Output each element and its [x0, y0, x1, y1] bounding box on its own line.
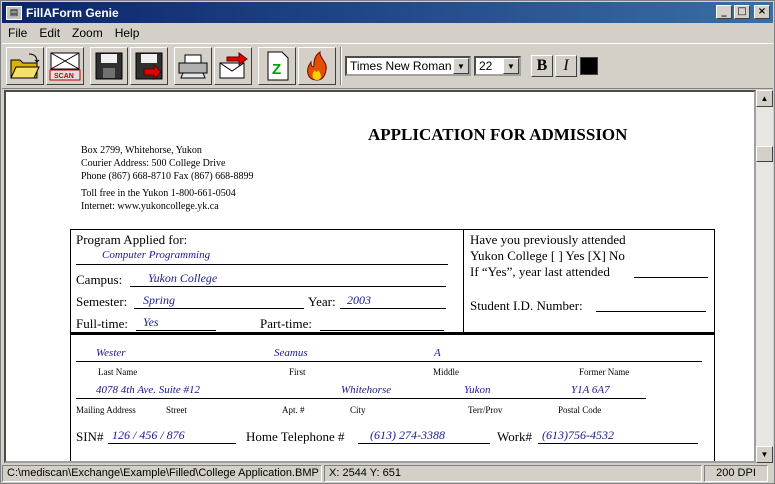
fire-icon: [302, 50, 332, 82]
bold-button[interactable]: B: [531, 55, 553, 77]
scroll-down-icon[interactable]: ▼: [756, 446, 773, 463]
text-color-swatch[interactable]: [580, 57, 598, 75]
middle-name-label: Middle: [433, 367, 459, 377]
open-folder-icon: [9, 52, 41, 80]
vertical-scrollbar[interactable]: [756, 90, 773, 463]
save-button[interactable]: [90, 47, 128, 85]
menu-edit[interactable]: Edit: [39, 26, 61, 40]
middle-name-value[interactable]: A: [434, 347, 441, 359]
chevron-down-icon[interactable]: ▼: [503, 58, 519, 74]
menu-help[interactable]: Help: [114, 26, 140, 40]
send-envelope-icon: [217, 51, 249, 81]
printer-icon: [177, 51, 209, 81]
burn-button[interactable]: [298, 47, 336, 85]
zoom-button[interactable]: [258, 47, 296, 85]
floppy-disk-icon: [94, 51, 124, 81]
program-value[interactable]: Computer Programming: [102, 249, 211, 261]
address-line: Courier Address: 500 College Drive: [81, 158, 226, 169]
address-line: Toll free in the Yukon 1-800-661-0504: [81, 188, 236, 199]
city-value[interactable]: Whitehorse: [341, 384, 392, 396]
print-button[interactable]: [174, 47, 212, 85]
chevron-down-icon[interactable]: ▼: [453, 58, 469, 74]
attended-year-label: If “Yes”, year last attended: [470, 264, 610, 279]
zoom-letter: Z: [272, 61, 282, 78]
last-name-value[interactable]: Wester: [96, 347, 126, 359]
menu-bar: [2, 24, 773, 42]
address-line: Internet: www.yukoncollege.yk.ca: [81, 201, 219, 212]
first-name-value[interactable]: Seamus: [274, 347, 308, 359]
status-bar: [2, 465, 773, 483]
font-size-value: 22: [479, 59, 493, 73]
italic-button[interactable]: I: [555, 55, 577, 77]
save-as-button[interactable]: [130, 47, 168, 85]
send-button[interactable]: [214, 47, 252, 85]
fulltime-value[interactable]: Yes: [143, 315, 159, 329]
program-label: Program Applied for:: [76, 232, 188, 247]
scroll-thumb[interactable]: [756, 146, 773, 162]
fulltime-label: Full-time:: [76, 316, 128, 331]
work-telephone-label: Work#: [497, 429, 533, 444]
sin-value[interactable]: 126 / 456 / 876: [112, 428, 185, 442]
scan-button[interactable]: [46, 47, 84, 85]
first-name-label: First: [289, 367, 306, 377]
toolbar: [2, 43, 773, 89]
year-value[interactable]: 2003: [347, 293, 371, 307]
home-telephone-label: Home Telephone #: [246, 429, 345, 444]
student-id-label: Student I.D. Number:: [470, 298, 583, 313]
work-telephone-value[interactable]: (613)756-4532: [542, 428, 614, 442]
semester-label: Semester:: [76, 294, 128, 309]
status-dpi: 200 DPI: [704, 465, 768, 482]
close-button[interactable]: ×: [754, 5, 770, 19]
semester-value[interactable]: Spring: [143, 293, 176, 307]
former-name-label: Former Name: [579, 367, 630, 377]
last-name-label: Last Name: [98, 367, 138, 377]
font-size-select[interactable]: [474, 56, 521, 76]
title-bar: [2, 2, 773, 23]
home-telephone-value[interactable]: (613) 274-3388: [370, 428, 445, 442]
status-coordinates: X: 2544 Y: 651: [324, 465, 702, 482]
city-label: City: [350, 405, 366, 415]
province-value[interactable]: Yukon: [464, 384, 491, 396]
font-family-select[interactable]: [345, 56, 471, 76]
scanner-icon: [48, 50, 82, 82]
window-title: FillAForm Genie: [26, 5, 119, 20]
apt-label: Apt. #: [282, 405, 305, 415]
address-line: Box 2799, Whitehorse, Yukon: [81, 145, 202, 156]
street-label: Street: [166, 405, 187, 415]
zoom-page-icon: [263, 50, 291, 82]
street-value[interactable]: 4078 4th Ave. Suite #12: [96, 384, 200, 396]
address-line: Phone (867) 668-8710 Fax (867) 668-8899: [81, 171, 254, 182]
floppy-arrow-icon: [134, 51, 164, 81]
parttime-label: Part-time:: [260, 316, 312, 331]
minimize-button[interactable]: _: [716, 5, 732, 19]
menu-zoom[interactable]: Zoom: [72, 26, 103, 40]
postal-code-label: Postal Code: [558, 405, 602, 415]
attended-question: Have you previously attended: [470, 232, 626, 247]
open-button[interactable]: [6, 47, 44, 85]
font-family-value: Times New Roman: [350, 59, 452, 73]
app-icon: ▤: [6, 6, 22, 20]
document-view[interactable]: [4, 90, 756, 463]
menu-file[interactable]: File: [8, 26, 28, 40]
sin-label: SIN#: [76, 429, 104, 444]
scroll-up-icon[interactable]: ▲: [756, 90, 773, 107]
maximize-button[interactable]: □: [734, 5, 750, 19]
campus-value[interactable]: Yukon College: [148, 271, 218, 285]
document-title: APPLICATION FOR ADMISSION: [368, 125, 628, 144]
status-file-path: C:\mediscan\Exchange\Example\Filled\College Application.BMP: [2, 465, 322, 482]
year-label: Year:: [308, 294, 336, 309]
mailing-address-label: Mailing Address: [76, 405, 136, 415]
campus-label: Campus:: [76, 272, 123, 287]
scan-label: SCAN: [54, 73, 74, 80]
province-label: Terr/Prov: [468, 405, 503, 415]
postal-code-value[interactable]: Y1A 6A7: [571, 384, 610, 396]
attended-options[interactable]: Yukon College [ ] Yes [X] No: [470, 248, 625, 263]
